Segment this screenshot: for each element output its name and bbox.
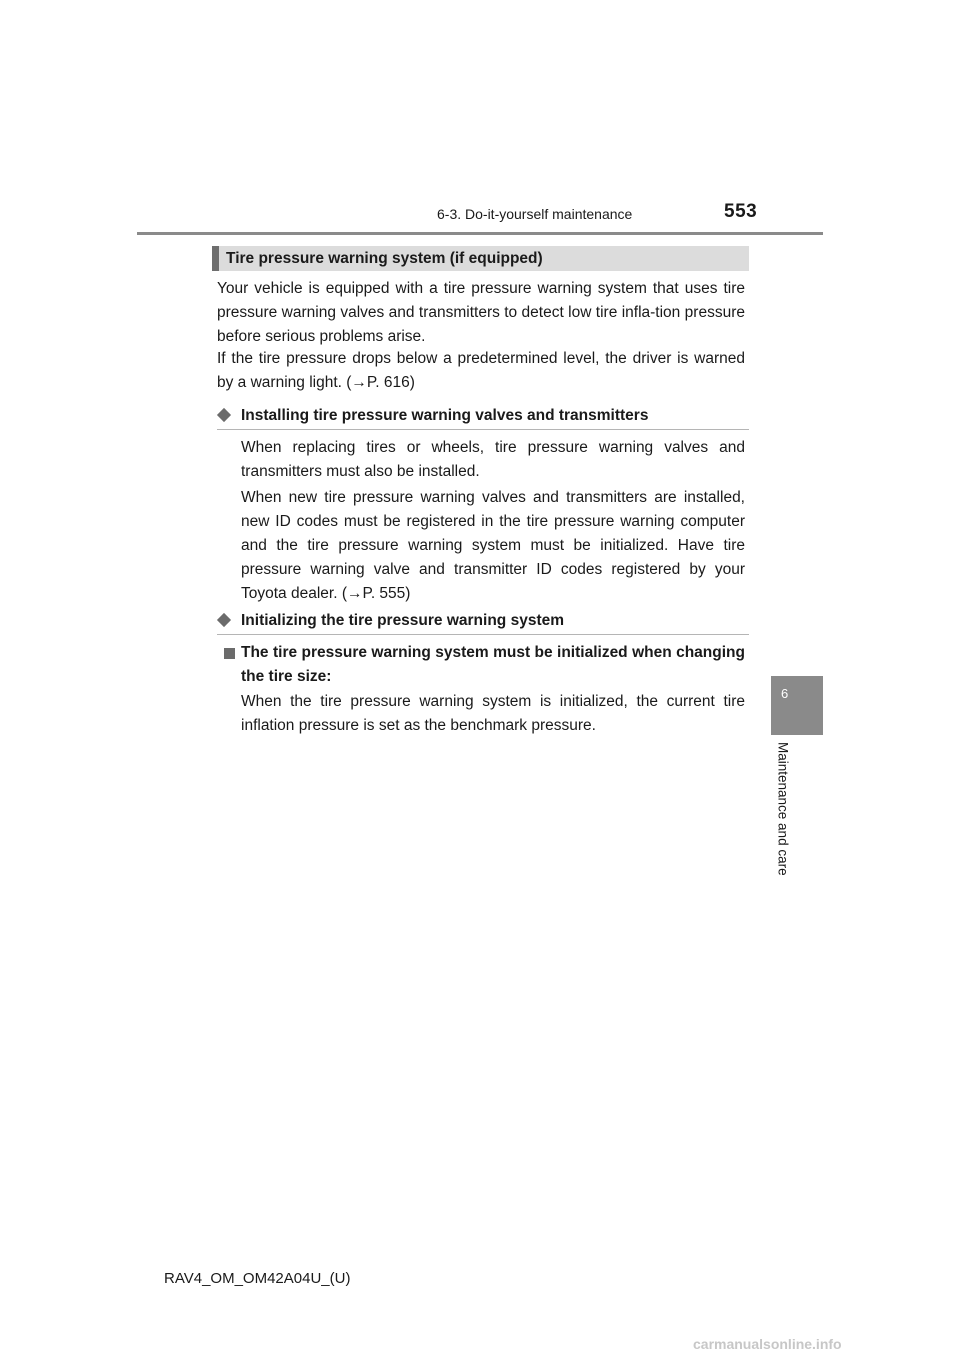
footer-code: RAV4_OM_OM42A04U_(U) [164, 1270, 351, 1287]
subsection-rule [217, 429, 749, 430]
section-title-bar [212, 246, 219, 271]
square-bullet-icon [224, 648, 235, 659]
subsection-paragraph: When replacing tires or wheels, tire pressure warning valves and transmitters must also be installed. [241, 439, 745, 480]
diamond-bullet-icon [217, 408, 231, 422]
chapter-title: Maintenance and care [775, 742, 791, 876]
header-rule [137, 232, 823, 235]
subsection-paragraph: When the tire pressure warning system is initialized, the current tire inflation pressure is set as the benchmark pressure. [241, 693, 745, 734]
subsection-paragraph: When new tire pressure warning valves and transmitters are installed, new ID codes must be registered in the tire pressure warning computer and the tire pressure warning system must be initialized. Have tire pressure warning valve and transmitter ID codes registered by your Toyota dealer. (→P. 555) [241, 489, 745, 602]
page-number: 553 [724, 201, 758, 222]
subsection-rule [217, 634, 749, 635]
running-header-section: 6-3. Do-it-yourself maintenance [437, 206, 633, 222]
diamond-bullet-icon [217, 613, 231, 627]
chapter-number: 6 [781, 686, 789, 701]
item-heading: The tire pressure warning system must be initialized when changing the tire size: [241, 644, 745, 685]
section-title: Tire pressure warning system (if equipped) [226, 250, 543, 267]
subsection-heading: Installing tire pressure warning valves and transmitters [241, 407, 649, 424]
chapter-tab [771, 676, 823, 735]
intro-paragraph: If the tire pressure drops below a predetermined level, the driver is warned by a warning light. (→P. 616) [217, 350, 745, 391]
watermark: carmanualsonline.info [693, 1336, 842, 1352]
intro-paragraph: Your vehicle is equipped with a tire pressure warning system that uses tire pressure warning valves and transmitters to detect low tire infla-tion pressure before serious problems arise. [217, 280, 745, 345]
subsection-heading: Initializing the tire pressure warning system [241, 612, 565, 629]
